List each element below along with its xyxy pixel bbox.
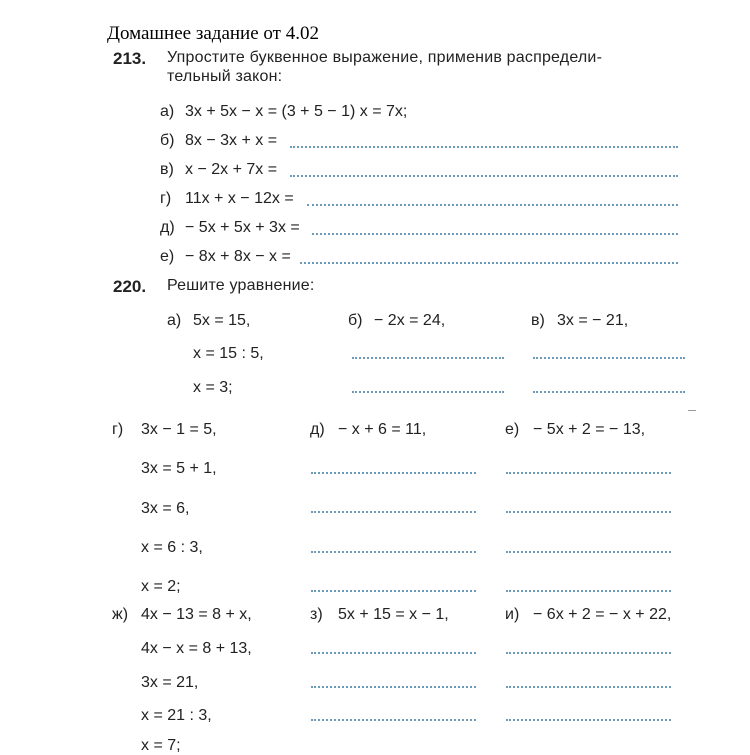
- eq-step: x = 6 : 3,: [141, 539, 203, 556]
- answer-line[interactable]: [290, 146, 678, 148]
- eq-step: 3x = 21,: [141, 674, 199, 691]
- answer-line[interactable]: [352, 391, 504, 393]
- eq-label: в): [531, 312, 545, 329]
- answer-line[interactable]: [506, 652, 671, 654]
- eq-step: x = 2;: [141, 578, 181, 595]
- eq-label: ж): [112, 606, 129, 623]
- answer-line[interactable]: [533, 391, 685, 393]
- answer-line[interactable]: [533, 357, 685, 359]
- eq-label: а): [167, 312, 182, 329]
- answer-line[interactable]: [352, 357, 504, 359]
- eq-label: г): [112, 421, 124, 438]
- answer-line[interactable]: [311, 551, 476, 553]
- answer-line[interactable]: [311, 472, 476, 474]
- answer-line[interactable]: [311, 719, 476, 721]
- eq-step: 3x = 6,: [141, 500, 190, 517]
- task-213-item-expr: 11x + x − 12x =: [185, 190, 294, 207]
- eq-step: x = 3;: [193, 379, 233, 396]
- answer-line[interactable]: [506, 719, 671, 721]
- task-213-item-label: б): [160, 132, 175, 149]
- answer-line[interactable]: [311, 590, 476, 592]
- task-213-text-line1: Упростите буквенное выражение, применив распредели-: [167, 49, 603, 66]
- task-220-number: 220.: [113, 277, 147, 296]
- eq-label: з): [310, 606, 323, 623]
- eq: − 5x + 2 = − 13,: [533, 421, 646, 438]
- task-213-item-label: г): [160, 190, 172, 207]
- eq-step: 3x = 5 + 1,: [141, 460, 217, 477]
- eq-label: и): [505, 606, 520, 623]
- answer-line[interactable]: [506, 551, 671, 553]
- answer-line[interactable]: [300, 262, 678, 264]
- eq-label: д): [310, 421, 325, 438]
- eq-step: x = 15 : 5,: [193, 345, 264, 362]
- eq-step: x = 7;: [141, 737, 181, 754]
- task-213-item-label: е): [160, 248, 175, 265]
- answer-line[interactable]: [506, 686, 671, 688]
- answer-line[interactable]: [311, 686, 476, 688]
- eq: 5x = 15,: [193, 312, 251, 329]
- task-213-item-expr: − 5x + 5x + 3x =: [185, 219, 300, 236]
- task-213-item-expr: 3x + 5x − x = (3 + 5 − 1) x = 7x;: [185, 103, 408, 120]
- task-213-number: 213.: [113, 49, 147, 68]
- answer-line[interactable]: [506, 511, 671, 513]
- eq: 3x − 1 = 5,: [141, 421, 217, 438]
- task-213-item-expr: x − 2x + 7x =: [185, 161, 278, 178]
- eq: 5x + 15 = x − 1,: [338, 606, 449, 623]
- answer-line[interactable]: [506, 590, 671, 592]
- answer-line[interactable]: [290, 175, 678, 177]
- answer-line[interactable]: [307, 204, 678, 206]
- task-213-item-label: а): [160, 103, 175, 120]
- task-213-text-line2: тельный закон:: [167, 68, 283, 85]
- eq-label: е): [505, 421, 520, 438]
- task-213-item-expr: 8x − 3x + x =: [185, 132, 278, 149]
- answer-line[interactable]: [506, 472, 671, 474]
- answer-line[interactable]: [311, 652, 476, 654]
- eq: 4x − 13 = 8 + x,: [141, 606, 252, 623]
- answer-line[interactable]: [311, 511, 476, 513]
- eq-step: 4x − x = 8 + 13,: [141, 640, 252, 657]
- answer-line[interactable]: [312, 233, 678, 235]
- task-213-item-label: д): [160, 219, 175, 236]
- eq: − x + 6 = 11,: [338, 421, 427, 438]
- eq: − 2x = 24,: [374, 312, 446, 329]
- divider: [688, 410, 696, 411]
- task-220-text: Решите уравнение:: [167, 277, 315, 294]
- page-header: Домашнее задание от 4.02: [107, 23, 319, 44]
- task-213-item-label: в): [160, 161, 174, 178]
- eq: 3x = − 21,: [557, 312, 629, 329]
- task-213-item-expr: − 8x + 8x − x =: [185, 248, 291, 265]
- eq-step: x = 21 : 3,: [141, 707, 212, 724]
- eq: − 6x + 2 = − x + 22,: [533, 606, 672, 623]
- eq-label: б): [348, 312, 363, 329]
